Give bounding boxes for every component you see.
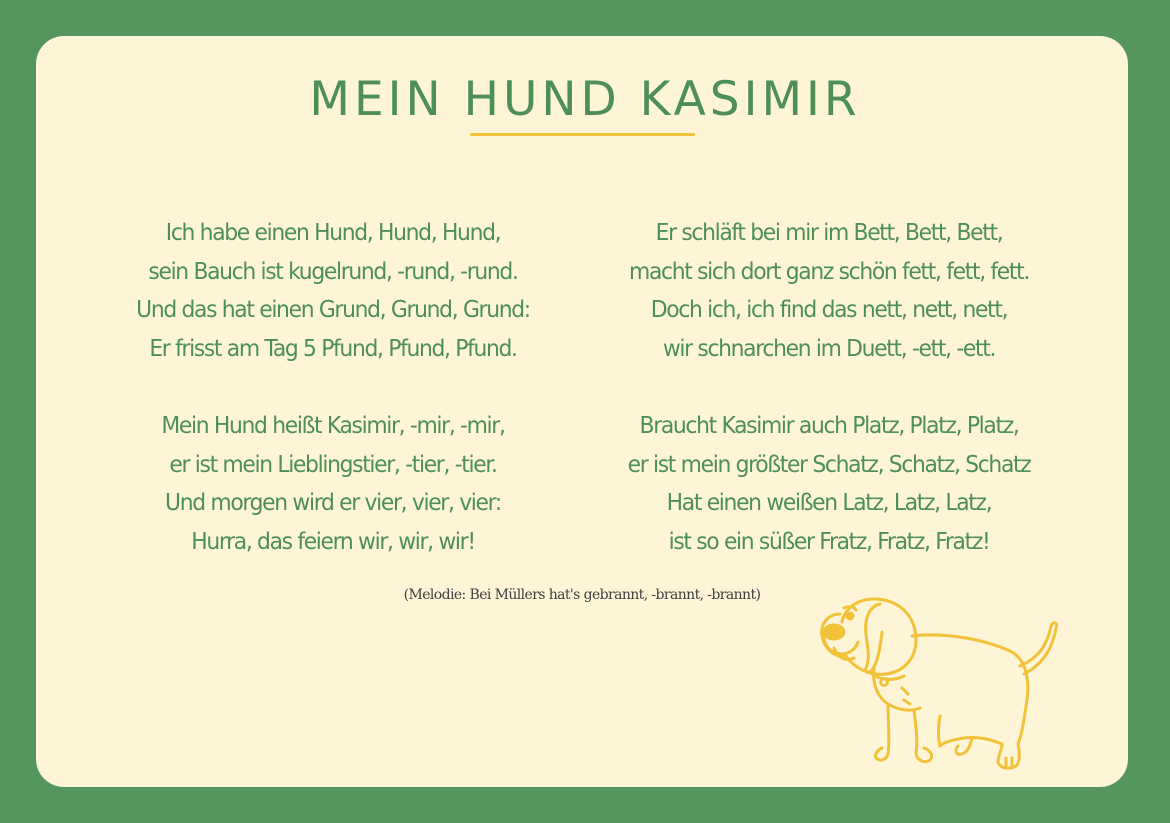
song-title: MEIN HUND KASIMIR: [309, 72, 861, 127]
stanza-1: [86, 214, 580, 368]
lyric-line: Und das hat einen Grund, Grund, Grund:: [136, 297, 530, 323]
lyric-line: Doch ich, ich find das nett, nett, nett,: [650, 297, 1008, 323]
lyric-line: macht sich dort ganz schön fett, fett, fett.: [628, 258, 1029, 285]
dog-illustration: [812, 588, 1067, 778]
lyric-line: Braucht Kasimir auch Platz, Platz, Platz,: [639, 413, 1019, 439]
lyric-line: er ist mein Lieblingstier, -tier, -tier.: [169, 451, 497, 478]
lyric-line: Hat einen weißen Latz, Latz, Latz,: [666, 490, 992, 516]
lyric-line: Hurra, das feiern wir, wir, wir!: [191, 528, 475, 555]
lyric-line: er ist mein größter Schatz, Schatz, Schatz: [627, 451, 1031, 478]
lyric-line: Und morgen wird er vier, vier, vier:: [165, 490, 501, 516]
stanza-2: [86, 407, 580, 561]
lyric-line: sein Bauch ist kugelrund, -rund, -rund.: [148, 258, 518, 285]
stanza-4: [582, 407, 1076, 561]
lyric-line: wir schnarchen im Duett, -ett, -ett.: [662, 335, 996, 362]
stanza-3: [582, 214, 1076, 368]
title-underline: [470, 133, 695, 136]
lyric-line: Mein Hund heißt Kasimir, -mir, -mir,: [161, 413, 505, 439]
lyric-line: ist so ein süßer Fratz, Fratz, Fratz!: [668, 528, 990, 555]
melody-note: (Melodie: Bei Müllers hat's gebrannt, -brannt, -brannt): [403, 587, 761, 603]
lyric-line: Er schläft bei mir im Bett, Bett, Bett,: [655, 220, 1003, 246]
lyric-line: Er frisst am Tag 5 Pfund, Pfund, Pfund.: [149, 335, 517, 362]
lyric-line: Ich habe einen Hund, Hund, Hund,: [165, 220, 501, 246]
lyrics-column-left: [86, 214, 580, 600]
lyrics-column-right: [582, 214, 1076, 600]
